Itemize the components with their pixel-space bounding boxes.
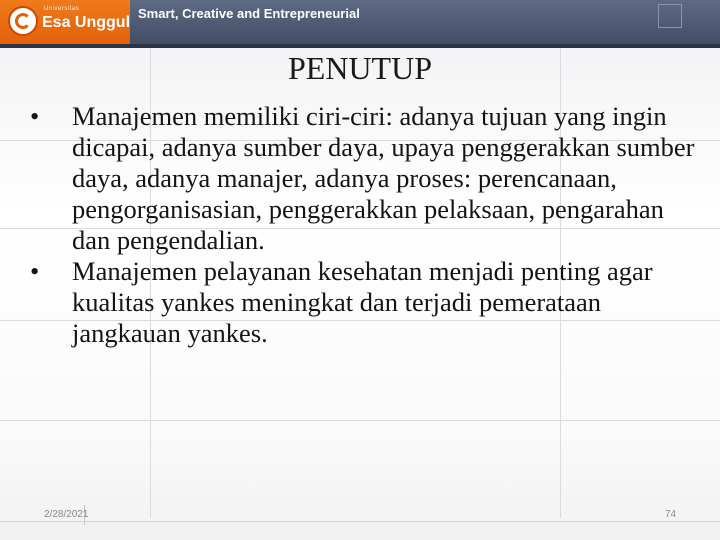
bullet-text: Manajemen pelayanan kesehatan menjadi penting agar kualitas yankes meningkat dan terjadi pemerataan jangkauan yankes. xyxy=(72,256,653,348)
bullet-item xyxy=(30,101,700,256)
slide-title: PENUTUP xyxy=(287,50,432,86)
logo-mark-icon xyxy=(15,13,31,29)
footer-date: 2/28/2021 xyxy=(44,509,89,520)
university-logo-icon xyxy=(8,6,38,36)
bullet-text: Manajemen memiliki ciri-ciri: adanya tujuan yang ingin dicapai, adanya sumber daya, upaya penggerakkan sumber daya, adanya manajer, adanya proses: perencanaan, pengorganisasian, penggerakkan pelaksaan, pengarahan dan pengendalian. xyxy=(72,101,695,255)
bullet-icon: • xyxy=(30,101,40,131)
header-stripe xyxy=(0,44,720,48)
background-line xyxy=(0,420,720,421)
footer-line xyxy=(0,521,720,522)
logo-small-text: Universitas xyxy=(44,6,80,12)
page-number: 74 xyxy=(665,509,677,520)
bullet-icon: • xyxy=(30,256,40,286)
header-banner xyxy=(0,0,720,48)
tagline: Smart, Creative and Entrepreneurial xyxy=(138,6,360,21)
bullet-item xyxy=(30,256,700,349)
bullet-list xyxy=(30,101,700,349)
university-name: Esa Unggul xyxy=(42,14,131,31)
corner-decoration xyxy=(658,4,682,28)
